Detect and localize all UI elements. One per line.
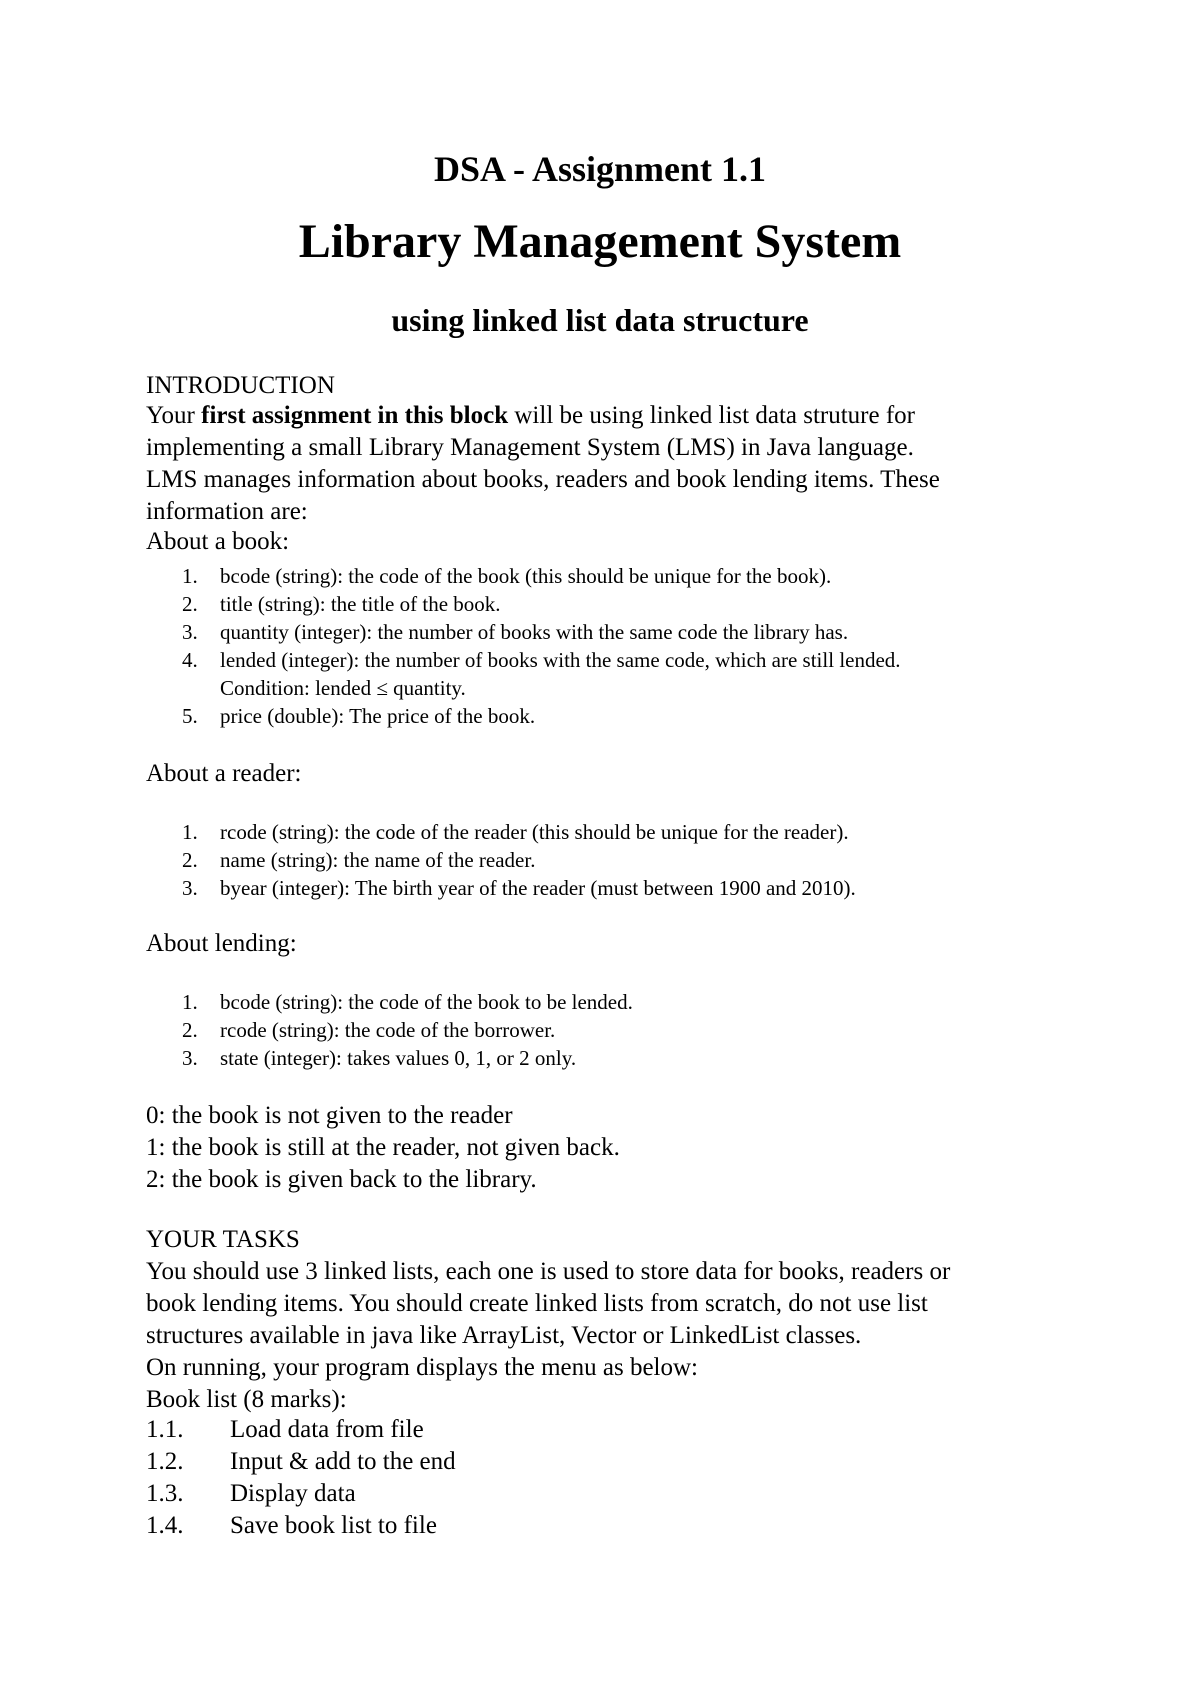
menu-item-text: Input & add to the end: [230, 1448, 456, 1475]
lending-section-heading: About lending:: [146, 930, 297, 957]
menu-item-number: 1.3.: [146, 1480, 184, 1507]
state-description-2: 2: the book is given back to the library.: [146, 1166, 537, 1193]
list-item-number: 2.: [182, 1018, 198, 1042]
list-item-number: 2.: [182, 592, 198, 616]
list-item-number: 1.: [182, 990, 198, 1014]
tasks-line-2: book lending items. You should create linked lists from scratch, do not use list: [146, 1290, 928, 1317]
state-description-0: 0: the book is not given to the reader: [146, 1102, 513, 1129]
tasks-line-3: structures available in java like ArrayList, Vector or LinkedList classes.: [146, 1322, 862, 1349]
list-item-number: 1.: [182, 820, 198, 844]
reader-section-heading: About a reader:: [146, 760, 302, 787]
list-item-text: rcode (string): the code of the borrower.: [220, 1018, 556, 1042]
list-item-number: 4.: [182, 648, 198, 672]
menu-item-number: 1.1.: [146, 1416, 184, 1443]
intro-line-2: implementing a small Library Management System (LMS) in Java language.: [146, 434, 914, 461]
list-item-text: lended (integer): the number of books with the same code, which are still lended.: [220, 648, 901, 672]
menu-item-text: Save book list to file: [230, 1512, 437, 1539]
tasks-line-4: On running, your program displays the menu as below:: [146, 1354, 698, 1381]
intro-line-1-prefix: Your: [146, 402, 202, 429]
list-item-number: 3.: [182, 876, 198, 900]
intro-line-3: LMS manages information about books, readers and book lending items. These: [146, 466, 940, 493]
introduction-heading: INTRODUCTION: [146, 372, 335, 399]
list-item-number: 3.: [182, 1046, 198, 1070]
intro-line-1-bold: first assignment in this block: [201, 402, 509, 429]
list-item-text: Condition: lended ≤ quantity.: [220, 676, 466, 700]
list-item-text: bcode (string): the code of the book to be lended.: [220, 990, 633, 1014]
intro-line-1: [146, 400, 915, 432]
list-item-text: name (string): the name of the reader.: [220, 848, 536, 872]
menu-item-number: 1.4.: [146, 1512, 184, 1539]
list-item-number: 3.: [182, 620, 198, 644]
tasks-line-1: You should use 3 linked lists, each one is used to store data for books, readers or: [146, 1258, 951, 1285]
intro-line-4: information are:: [146, 498, 308, 525]
subtitle: using linked list data structure: [391, 302, 809, 338]
list-item-text: state (integer): takes values 0, 1, or 2 only.: [220, 1046, 577, 1070]
menu-item-text: Load data from file: [230, 1416, 424, 1443]
menu-item-text: Display data: [230, 1480, 356, 1507]
list-item-text: title (string): the title of the book.: [220, 592, 501, 616]
list-item-text: quantity (integer): the number of books with the same code the library has.: [220, 620, 849, 644]
state-description-1: 1: the book is still at the reader, not given back.: [146, 1134, 620, 1161]
list-item-text: price (double): The price of the book.: [220, 704, 536, 728]
intro-line-1-suffix: will be using linked list data struture for: [508, 402, 915, 429]
list-item-text: byear (integer): The birth year of the reader (must between 1900 and 2010).: [220, 876, 856, 900]
list-item-number: 5.: [182, 704, 198, 728]
tasks-heading: YOUR TASKS: [146, 1226, 300, 1253]
menu-item-number: 1.2.: [146, 1448, 184, 1475]
book-section-heading: About a book:: [146, 528, 290, 555]
list-item-number: 2.: [182, 848, 198, 872]
course-title: DSA - Assignment 1.1: [433, 149, 767, 189]
list-item-text: bcode (string): the code of the book (this should be unique for the book).: [220, 564, 832, 588]
main-title: Library Management System: [298, 215, 902, 268]
list-item-text: rcode (string): the code of the reader (this should be unique for the reader).: [220, 820, 849, 844]
book-list-menu-heading: Book list (8 marks):: [146, 1386, 347, 1413]
list-item-number: 1.: [182, 564, 198, 588]
